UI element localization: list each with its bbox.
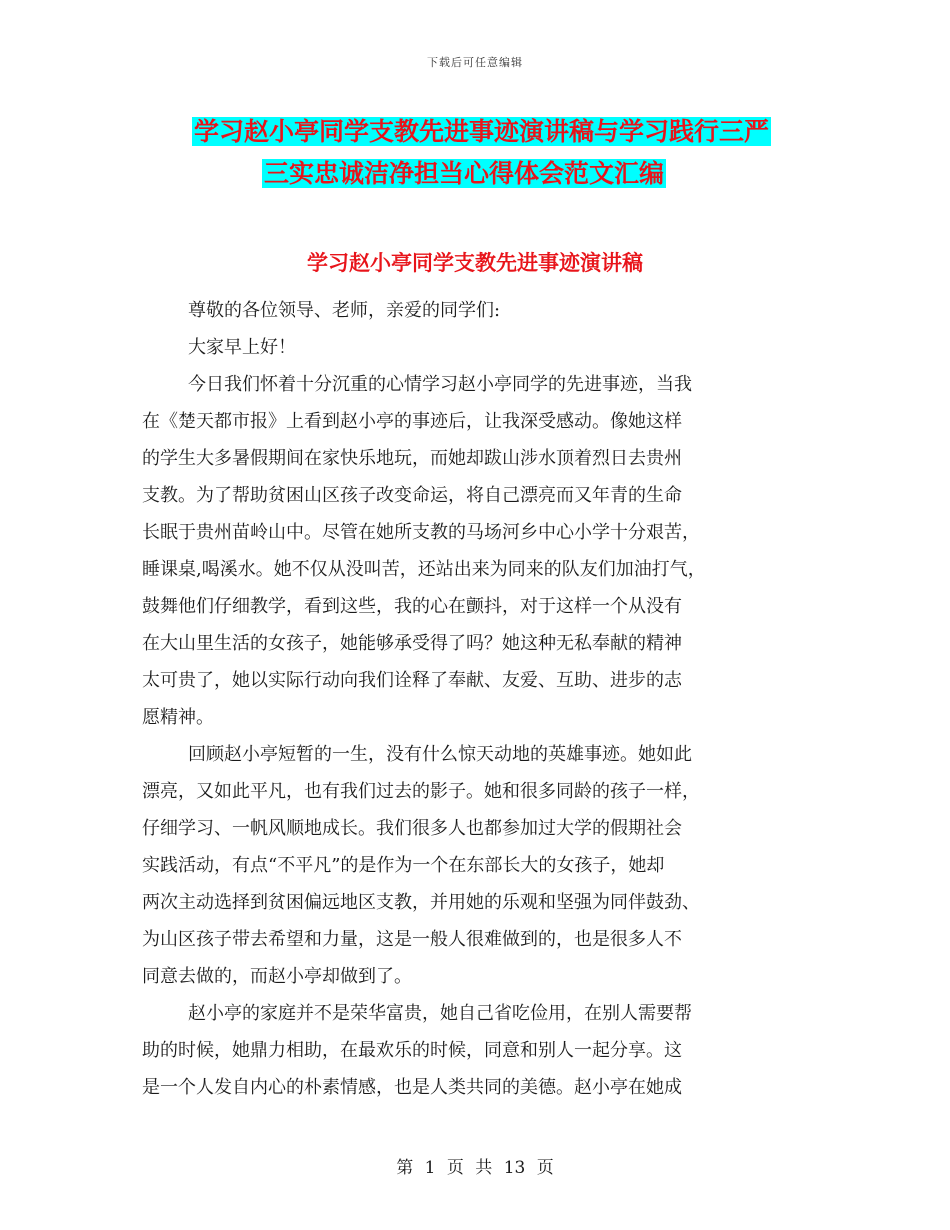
body-line: 为山区孩子带去希望和力量，这是一般人很难做到的，也是很多人不 [142,929,682,950]
body-line: 漂亮，又如此平凡，也有我们过去的影子。她和很多同龄的孩子一样， [142,781,700,802]
body-line: 是一个人发自内心的朴素情感，也是人类共同的美德。赵小亭在她成 [142,1077,682,1098]
body-line: 仔细学习、一帆风顺地成长。我们很多人也都参加过大学的假期社会 [142,818,682,839]
body-line: 助的时候，她鼎力相助，在最欢乐的时候，同意和别人一起分享。这 [142,1040,682,1061]
body-line: 鼓舞他们仔细教学，看到这些，我的心在颤抖，对于这样一个从没有 [142,596,682,617]
body-line: 支教。为了帮助贫困山区孩子改变命运，将自己漂亮而又年青的生命 [142,485,682,506]
body-line: 愿精神。 [142,707,214,728]
body-line: 睡课桌,喝溪水。她不仅从没叫苦，还站出来为同来的队友们加油打气， [142,559,706,580]
body-line: 回顾赵小亭短暂的一生，没有什么惊天动地的英雄事迹。她如此 [188,744,692,765]
document-title-line-2 [262,157,882,191]
body-line: 在大山里生活的女孩子，她能够承受得了吗？她这种无私奉献的精神 [142,633,682,654]
page-number-footer: 第 1 页 共 13 页 [396,1158,554,1178]
body-line: 赵小亭的家庭并不是荣华富贵，她自己省吃俭用，在别人需要帮 [188,1003,692,1024]
title-highlight-2: 三实忠诚洁净担当心得体会范文汇编 [264,159,665,188]
header-note: 下载后可任意编辑 [427,56,523,69]
document-title-line-1 [192,115,812,149]
title-highlight-1: 学习赵小亭同学支教先进事迹演讲稿与学习践行三严 [194,117,770,146]
body-line: 长眠于贵州苗岭山中。尽管在她所支教的马场河乡中心小学十分艰苦， [142,522,700,543]
body-line: 两次主动选择到贫困偏远地区支教，并用她的乐观和坚强为同伴鼓劲、 [142,892,700,913]
body-line: 今日我们怀着十分沉重的心情学习赵小亭同学的先进事迹，当我 [188,374,692,395]
body-line: 太可贵了，她以实际行动向我们诠释了奉献、友爱、互助、进步的志 [142,670,682,691]
body-line: 实践活动，有点“不平凡”的是作为一个在东部长大的女孩子，她却 [142,855,665,876]
body-line: 尊敬的各位领导、老师，亲爱的同学们: [188,300,501,321]
body-line: 大家早上好！ [188,337,296,358]
section-title: 学习赵小亭同学支教先进事迹演讲稿 [307,251,643,275]
body-text [142,292,814,1106]
body-line: 的学生大多暑假期间在家快乐地玩，而她却跋山涉水顶着烈日去贵州 [142,448,682,469]
body-line: 在《楚天都市报》上看到赵小亭的事迹后，让我深受感动。像她这样 [142,411,682,432]
body-line: 同意去做的，而赵小亭却做到了。 [142,966,412,987]
